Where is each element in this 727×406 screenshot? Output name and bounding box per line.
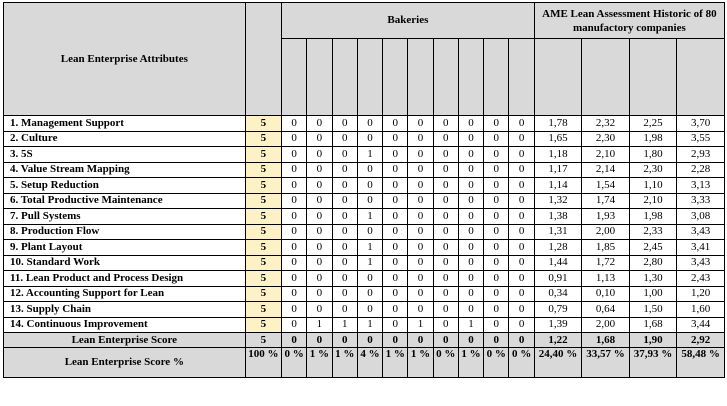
bakery-score-cell: 0 bbox=[433, 255, 458, 271]
bakery-score-cell: 0 bbox=[484, 131, 509, 147]
bakery-score-cell: 0 bbox=[509, 255, 534, 271]
bakery-score-cell: 0 bbox=[433, 162, 458, 178]
ame-score-cell: 1,31 bbox=[534, 224, 582, 240]
bakery-score-cell: 0 bbox=[509, 162, 534, 178]
bakery-score-cell: 0 bbox=[282, 240, 307, 256]
bakery-score-cell: 0 bbox=[458, 240, 483, 256]
attribute-row bbox=[4, 224, 725, 240]
bakery-score-cell: 0 bbox=[458, 271, 483, 287]
bakery-score-cell: 0 bbox=[484, 209, 509, 225]
bakery-score-cell: 0 bbox=[383, 302, 408, 318]
attribute-row bbox=[4, 255, 725, 271]
bakery-score-cell: 0 bbox=[408, 131, 433, 147]
attribute-label: 11. Lean Product and Process Design bbox=[4, 271, 246, 287]
ame-score-cell: 3,55 bbox=[677, 131, 725, 147]
ame-score-cell: 1,60 bbox=[677, 302, 725, 318]
bakery-score-cell: 0 bbox=[282, 224, 307, 240]
ame-score-cell: 2,10 bbox=[629, 193, 677, 209]
ame-score-cell: 1,00 bbox=[629, 286, 677, 302]
bakery-score-cell: 0 bbox=[307, 162, 332, 178]
bakery-score-cell: 0 bbox=[509, 178, 534, 194]
bakery-pct: 1 % bbox=[458, 348, 483, 378]
target-score-cell: 5 bbox=[245, 302, 281, 318]
target-score-cell: 5 bbox=[245, 116, 281, 132]
bakery-score: 0 bbox=[332, 333, 357, 348]
ame-score-cell: 1,32 bbox=[534, 193, 582, 209]
bakery-score-cell: 0 bbox=[408, 193, 433, 209]
bakery-score: 0 bbox=[509, 333, 534, 348]
target-score-cell: 5 bbox=[245, 317, 281, 333]
ame-score-cell: 1,68 bbox=[629, 317, 677, 333]
bakery-score-cell: 0 bbox=[307, 255, 332, 271]
bakery-score-cell: 0 bbox=[408, 178, 433, 194]
ame-score-cell: 2,10 bbox=[582, 147, 630, 163]
score-pct-row bbox=[4, 348, 725, 378]
attribute-label: 9. Plant Layout bbox=[4, 240, 246, 256]
bakery-col-header bbox=[307, 39, 332, 116]
score-row bbox=[4, 333, 725, 348]
bakery-score-cell: 0 bbox=[357, 271, 382, 287]
attribute-label: 1. Management Support bbox=[4, 116, 246, 132]
ame-score-cell: 0,64 bbox=[582, 302, 630, 318]
target-score-cell: 5 bbox=[245, 240, 281, 256]
ame-col-header bbox=[629, 39, 677, 116]
bakery-score-cell: 0 bbox=[307, 271, 332, 287]
attribute-row bbox=[4, 240, 725, 256]
attribute-row bbox=[4, 271, 725, 287]
ame-score-cell: 1,18 bbox=[534, 147, 582, 163]
bakery-pct: 1 % bbox=[408, 348, 433, 378]
ame-pct: 24,40 % bbox=[534, 348, 582, 378]
bakery-score-cell: 0 bbox=[433, 147, 458, 163]
bakery-score-cell: 0 bbox=[408, 240, 433, 256]
bakery-score-cell: 0 bbox=[433, 209, 458, 225]
bakery-col-header bbox=[433, 39, 458, 116]
ame-score-cell: 1,74 bbox=[582, 193, 630, 209]
ame-score-cell: 1,78 bbox=[534, 116, 582, 132]
bakery-score-cell: 0 bbox=[509, 147, 534, 163]
ame-score-cell: 3,13 bbox=[677, 178, 725, 194]
target-score-cell: 5 bbox=[245, 162, 281, 178]
target-score-cell: 5 bbox=[245, 178, 281, 194]
bakery-score-cell: 0 bbox=[458, 209, 483, 225]
bakery-score-cell: 0 bbox=[332, 116, 357, 132]
bakery-score-cell: 0 bbox=[332, 162, 357, 178]
ame-score-cell: 1,44 bbox=[534, 255, 582, 271]
bakery-score-cell: 0 bbox=[484, 271, 509, 287]
attribute-label: 10. Standard Work bbox=[4, 255, 246, 271]
bakery-score-cell: 0 bbox=[307, 302, 332, 318]
bakery-score-cell: 0 bbox=[282, 162, 307, 178]
bakery-score-cell: 0 bbox=[433, 131, 458, 147]
ame-score-cell: 1,98 bbox=[629, 209, 677, 225]
attribute-row bbox=[4, 193, 725, 209]
attribute-row bbox=[4, 162, 725, 178]
ame-score-cell: 1,13 bbox=[582, 271, 630, 287]
bakery-score-cell: 0 bbox=[509, 116, 534, 132]
ame-score: 2,92 bbox=[677, 333, 725, 348]
bakery-score: 0 bbox=[433, 333, 458, 348]
bakery-score-cell: 1 bbox=[357, 147, 382, 163]
bakery-score-cell: 0 bbox=[433, 240, 458, 256]
bakery-score-cell: 0 bbox=[484, 255, 509, 271]
bakery-score: 0 bbox=[307, 333, 332, 348]
bakery-score-cell: 0 bbox=[282, 116, 307, 132]
score-pct-target: 100 % bbox=[245, 348, 281, 378]
attribute-label: 13. Supply Chain bbox=[4, 302, 246, 318]
attribute-row bbox=[4, 147, 725, 163]
bakery-score-cell: 0 bbox=[282, 131, 307, 147]
ame-col-header bbox=[677, 39, 725, 116]
bakery-score-cell: 0 bbox=[408, 271, 433, 287]
bakery-score: 0 bbox=[357, 333, 382, 348]
bakery-score-cell: 0 bbox=[383, 286, 408, 302]
bakery-score-cell: 1 bbox=[332, 317, 357, 333]
bakery-score-cell: 0 bbox=[509, 193, 534, 209]
ame-score-cell: 1,93 bbox=[582, 209, 630, 225]
bakery-score-cell: 0 bbox=[357, 224, 382, 240]
ame-score-cell: 2,45 bbox=[629, 240, 677, 256]
bakery-score-cell: 0 bbox=[458, 131, 483, 147]
ame-score: 1,22 bbox=[534, 333, 582, 348]
ame-score-cell: 2,00 bbox=[582, 224, 630, 240]
ame-score-cell: 1,72 bbox=[582, 255, 630, 271]
bakery-score-cell: 0 bbox=[282, 317, 307, 333]
bakery-pct: 0 % bbox=[484, 348, 509, 378]
ame-header: AME Lean Assessment Historic of 80 manufactory companies bbox=[534, 3, 724, 39]
target-score-cell: 5 bbox=[245, 147, 281, 163]
bakery-score-cell: 0 bbox=[282, 147, 307, 163]
attribute-label: 3. 5S bbox=[4, 147, 246, 163]
attribute-row bbox=[4, 317, 725, 333]
ame-pct: 33,57 % bbox=[582, 348, 630, 378]
bakery-score-cell: 0 bbox=[332, 147, 357, 163]
bakery-score-cell: 0 bbox=[332, 193, 357, 209]
bakery-score-cell: 0 bbox=[458, 178, 483, 194]
ame-score-cell: 1,65 bbox=[534, 131, 582, 147]
bakery-col-header bbox=[383, 39, 408, 116]
bakery-score-cell: 0 bbox=[509, 209, 534, 225]
bakery-score-cell: 0 bbox=[383, 162, 408, 178]
bakery-score-cell: 0 bbox=[332, 240, 357, 256]
bakery-score-cell: 0 bbox=[357, 162, 382, 178]
bakery-pct: 1 % bbox=[383, 348, 408, 378]
score-target: 5 bbox=[245, 333, 281, 348]
ame-score-cell: 1,39 bbox=[534, 317, 582, 333]
bakery-score-cell: 0 bbox=[458, 286, 483, 302]
bakery-score-cell: 0 bbox=[408, 302, 433, 318]
target-score-cell: 5 bbox=[245, 131, 281, 147]
attribute-row bbox=[4, 178, 725, 194]
bakery-score-cell: 0 bbox=[357, 286, 382, 302]
bakery-pct: 0 % bbox=[282, 348, 307, 378]
bakery-score-cell: 0 bbox=[408, 255, 433, 271]
bakery-score-cell: 0 bbox=[509, 317, 534, 333]
bakery-score-cell: 0 bbox=[458, 162, 483, 178]
ame-score-cell: 1,28 bbox=[534, 240, 582, 256]
attribute-label: 5. Setup Reduction bbox=[4, 178, 246, 194]
bakery-score-cell: 0 bbox=[433, 317, 458, 333]
ame-score-cell: 3,33 bbox=[677, 193, 725, 209]
attribute-label: 14. Continuous Improvement bbox=[4, 317, 246, 333]
bakery-col-header bbox=[509, 39, 534, 116]
attribute-label: 8. Production Flow bbox=[4, 224, 246, 240]
bakery-score-cell: 0 bbox=[332, 209, 357, 225]
ame-score-cell: 3,08 bbox=[677, 209, 725, 225]
bakery-score-cell: 0 bbox=[484, 286, 509, 302]
bakery-score-cell: 0 bbox=[332, 271, 357, 287]
bakery-pct: 0 % bbox=[433, 348, 458, 378]
ame-score: 1,68 bbox=[582, 333, 630, 348]
bakery-score-cell: 0 bbox=[332, 178, 357, 194]
attribute-row bbox=[4, 286, 725, 302]
bakery-score-cell: 0 bbox=[383, 224, 408, 240]
target-score-cell: 5 bbox=[245, 193, 281, 209]
bakeries-header: Bakeries bbox=[282, 3, 535, 39]
ame-score-cell: 2,32 bbox=[582, 116, 630, 132]
bakery-score-cell: 0 bbox=[383, 193, 408, 209]
ame-score-cell: 2,43 bbox=[677, 271, 725, 287]
target-score-cell: 5 bbox=[245, 224, 281, 240]
bakery-score-cell: 0 bbox=[282, 178, 307, 194]
bakery-score-cell: 0 bbox=[484, 116, 509, 132]
bakery-score-cell: 0 bbox=[357, 302, 382, 318]
bakery-score-cell: 0 bbox=[484, 317, 509, 333]
bakery-score-cell: 1 bbox=[357, 240, 382, 256]
bakery-score-cell: 0 bbox=[307, 209, 332, 225]
bakery-score-cell: 0 bbox=[383, 131, 408, 147]
ame-score-cell: 3,43 bbox=[677, 224, 725, 240]
ame-pct: 58,48 % bbox=[677, 348, 725, 378]
target-header-cell bbox=[245, 3, 281, 116]
ame-score-cell: 3,70 bbox=[677, 116, 725, 132]
bakery-score-cell: 0 bbox=[383, 116, 408, 132]
bakery-score-cell: 0 bbox=[408, 224, 433, 240]
ame-score-cell: 3,43 bbox=[677, 255, 725, 271]
bakery-score-cell: 0 bbox=[458, 224, 483, 240]
target-score-cell: 5 bbox=[245, 286, 281, 302]
bakery-col-header bbox=[458, 39, 483, 116]
bakery-score-cell: 1 bbox=[357, 317, 382, 333]
bakery-score-cell: 0 bbox=[282, 255, 307, 271]
bakery-score-cell: 0 bbox=[458, 147, 483, 163]
bakery-score-cell: 0 bbox=[383, 255, 408, 271]
bakery-pct: 0 % bbox=[509, 348, 534, 378]
bakery-score-cell: 0 bbox=[332, 131, 357, 147]
bakery-score-cell: 0 bbox=[458, 193, 483, 209]
bakery-score-cell: 0 bbox=[282, 209, 307, 225]
bakery-pct: 4 % bbox=[357, 348, 382, 378]
bakery-score-cell: 0 bbox=[433, 224, 458, 240]
bakery-score-cell: 0 bbox=[509, 240, 534, 256]
bakery-score-cell: 0 bbox=[509, 224, 534, 240]
ame-score: 1,90 bbox=[629, 333, 677, 348]
bakery-score-cell: 0 bbox=[484, 302, 509, 318]
bakery-score-cell: 0 bbox=[433, 116, 458, 132]
ame-col-header bbox=[582, 39, 630, 116]
bakery-score-cell: 0 bbox=[509, 271, 534, 287]
bakery-score-cell: 0 bbox=[484, 224, 509, 240]
ame-score-cell: 2,93 bbox=[677, 147, 725, 163]
target-score-cell: 5 bbox=[245, 271, 281, 287]
bakery-col-header bbox=[332, 39, 357, 116]
bakery-score-cell: 0 bbox=[458, 255, 483, 271]
bakery-score-cell: 0 bbox=[509, 286, 534, 302]
ame-score-cell: 1,30 bbox=[629, 271, 677, 287]
ame-pct: 37,93 % bbox=[629, 348, 677, 378]
bakery-score-cell: 0 bbox=[357, 193, 382, 209]
bakery-score-cell: 0 bbox=[484, 193, 509, 209]
bakery-score-cell: 0 bbox=[282, 193, 307, 209]
bakery-score-cell: 0 bbox=[484, 147, 509, 163]
bakery-score-cell: 0 bbox=[408, 209, 433, 225]
bakery-score-cell: 0 bbox=[307, 131, 332, 147]
bakery-score-cell: 0 bbox=[307, 286, 332, 302]
bakery-score: 0 bbox=[383, 333, 408, 348]
bakery-score-cell: 0 bbox=[433, 302, 458, 318]
attributes-header: Lean Enterprise Attributes bbox=[4, 3, 246, 116]
attribute-label: 4. Value Stream Mapping bbox=[4, 162, 246, 178]
ame-score-cell: 1,10 bbox=[629, 178, 677, 194]
ame-score-cell: 1,17 bbox=[534, 162, 582, 178]
bakery-score-cell: 0 bbox=[408, 147, 433, 163]
bakery-score: 0 bbox=[408, 333, 433, 348]
ame-score-cell: 1,50 bbox=[629, 302, 677, 318]
target-score-cell: 5 bbox=[245, 209, 281, 225]
bakery-score-cell: 0 bbox=[433, 193, 458, 209]
attribute-label: 6. Total Productive Maintenance bbox=[4, 193, 246, 209]
bakery-score-cell: 0 bbox=[307, 224, 332, 240]
bakery-score-cell: 0 bbox=[357, 131, 382, 147]
bakery-col-header bbox=[484, 39, 509, 116]
bakery-score-cell: 0 bbox=[408, 286, 433, 302]
attribute-label: 12. Accounting Support for Lean bbox=[4, 286, 246, 302]
bakery-score-cell: 0 bbox=[282, 286, 307, 302]
bakery-score-cell: 0 bbox=[433, 178, 458, 194]
bakery-pct: 1 % bbox=[307, 348, 332, 378]
ame-score-cell: 1,54 bbox=[582, 178, 630, 194]
bakery-score-cell: 0 bbox=[383, 178, 408, 194]
bakery-score-cell: 0 bbox=[408, 162, 433, 178]
score-pct-label: Lean Enterprise Score % bbox=[4, 348, 246, 378]
bakery-score: 0 bbox=[458, 333, 483, 348]
bakery-col-header bbox=[282, 39, 307, 116]
bakery-score-cell: 0 bbox=[307, 240, 332, 256]
ame-score-cell: 2,30 bbox=[582, 131, 630, 147]
bakery-score-cell: 0 bbox=[332, 302, 357, 318]
ame-score-cell: 2,33 bbox=[629, 224, 677, 240]
attribute-label: 7. Pull Systems bbox=[4, 209, 246, 225]
bakery-score-cell: 0 bbox=[282, 302, 307, 318]
ame-score-cell: 1,85 bbox=[582, 240, 630, 256]
bakery-score: 0 bbox=[484, 333, 509, 348]
bakery-score-cell: 0 bbox=[307, 147, 332, 163]
ame-score-cell: 1,14 bbox=[534, 178, 582, 194]
bakery-score-cell: 0 bbox=[383, 147, 408, 163]
score-label: Lean Enterprise Score bbox=[4, 333, 246, 348]
bakery-score-cell: 1 bbox=[307, 317, 332, 333]
bakery-score-cell: 0 bbox=[458, 116, 483, 132]
ame-score-cell: 1,20 bbox=[677, 286, 725, 302]
bakery-score-cell: 0 bbox=[332, 224, 357, 240]
bakery-score-cell: 1 bbox=[357, 255, 382, 271]
ame-col-header bbox=[534, 39, 582, 116]
bakery-score-cell: 0 bbox=[458, 302, 483, 318]
bakery-score-cell: 0 bbox=[383, 209, 408, 225]
bakery-score-cell: 0 bbox=[307, 116, 332, 132]
bakery-score-cell: 0 bbox=[332, 286, 357, 302]
attribute-row bbox=[4, 209, 725, 225]
attribute-row bbox=[4, 131, 725, 147]
attribute-row bbox=[4, 302, 725, 318]
bakery-score-cell: 0 bbox=[332, 255, 357, 271]
bakery-score-cell: 0 bbox=[433, 271, 458, 287]
lean-assessment-table bbox=[3, 2, 725, 378]
attribute-label: 2. Culture bbox=[4, 131, 246, 147]
ame-score-cell: 2,30 bbox=[629, 162, 677, 178]
bakery-score-cell: 0 bbox=[484, 178, 509, 194]
bakery-score-cell: 0 bbox=[484, 240, 509, 256]
attribute-row bbox=[4, 116, 725, 132]
bakery-score-cell: 0 bbox=[282, 271, 307, 287]
bakery-score-cell: 1 bbox=[408, 317, 433, 333]
ame-score-cell: 0,10 bbox=[582, 286, 630, 302]
bakery-score-cell: 0 bbox=[408, 116, 433, 132]
bakery-score-cell: 0 bbox=[383, 271, 408, 287]
ame-score-cell: 2,25 bbox=[629, 116, 677, 132]
bakery-score-cell: 0 bbox=[433, 286, 458, 302]
ame-score-cell: 0,34 bbox=[534, 286, 582, 302]
bakery-score-cell: 0 bbox=[509, 131, 534, 147]
bakery-score-cell: 1 bbox=[458, 317, 483, 333]
bakery-score: 0 bbox=[282, 333, 307, 348]
ame-score-cell: 2,00 bbox=[582, 317, 630, 333]
ame-score-cell: 2,80 bbox=[629, 255, 677, 271]
bakery-col-header bbox=[357, 39, 382, 116]
ame-score-cell: 1,80 bbox=[629, 147, 677, 163]
bakery-score-cell: 0 bbox=[307, 193, 332, 209]
bakery-score-cell: 0 bbox=[383, 317, 408, 333]
bakery-score-cell: 0 bbox=[357, 116, 382, 132]
ame-score-cell: 2,14 bbox=[582, 162, 630, 178]
ame-score-cell: 0,91 bbox=[534, 271, 582, 287]
ame-score-cell: 3,41 bbox=[677, 240, 725, 256]
ame-score-cell: 1,98 bbox=[629, 131, 677, 147]
bakery-pct: 1 % bbox=[332, 348, 357, 378]
ame-score-cell: 0,79 bbox=[534, 302, 582, 318]
bakery-score-cell: 0 bbox=[357, 178, 382, 194]
bakery-col-header bbox=[408, 39, 433, 116]
bakery-score-cell: 0 bbox=[307, 178, 332, 194]
bakery-score-cell: 0 bbox=[383, 240, 408, 256]
bakery-score-cell: 0 bbox=[484, 162, 509, 178]
ame-score-cell: 1,38 bbox=[534, 209, 582, 225]
ame-score-cell: 3,44 bbox=[677, 317, 725, 333]
ame-score-cell: 2,28 bbox=[677, 162, 725, 178]
target-score-cell: 5 bbox=[245, 255, 281, 271]
bakery-score-cell: 0 bbox=[509, 302, 534, 318]
bakery-score-cell: 1 bbox=[357, 209, 382, 225]
